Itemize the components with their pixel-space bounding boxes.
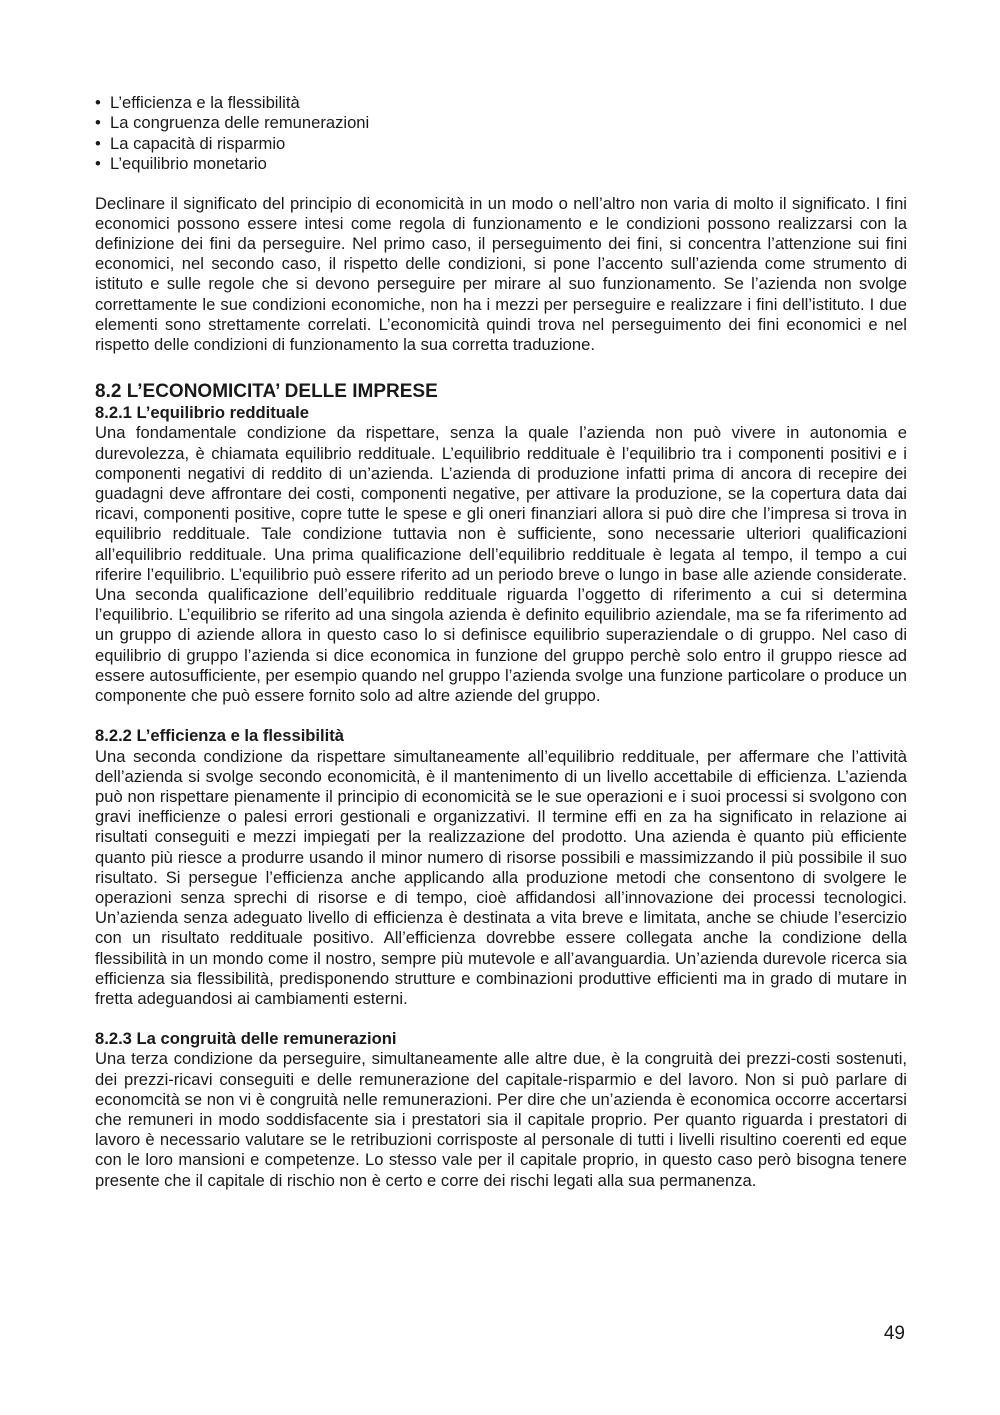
list-item xyxy=(95,134,907,154)
document-page xyxy=(95,93,907,1191)
subsection-paragraph-equilibrio-reddituale: Una fondamentale condizione da rispettare, senza la quale l’azienda non può vivere in autonomia e durevolezza, è chiamata equilibrio reddituale. L’equilibrio reddituale è l’equilibrio tra i componenti positivi e i componenti negativi di reddito di un’azienda. L’azienda di produzione infatti prima di ancora di recepire dei guadagni deve affrontare dei costi, componenti negative, per attivare la produzione, se la copertura data dai ricavi, componenti positive, copre tutte le spese e gli oneri finanziari allora si può dire che l’impresa si trova in equilibrio reddituale. Tale condizione tuttavia non è sufficiente, sono necessarie ulteriori qualificazioni all’equilibrio reddituale. Una prima qualificazione dell’equilibrio reddituale è legata al tempo, il tempo a cui riferire l’equilibrio. L’equilibrio può essere riferito ad un periodo breve o lungo in base alle aziende considerate. Una seconda qualificazione dell’equilibrio reddituale riguarda l’oggetto di riferimento a cui si determina l’equilibrio. L’equilibrio se riferito ad una singola azienda è definito equilibrio aziendale, ma se fa riferimento ad un gruppo di aziende allora in questo caso lo si definisce equilibrio superaziendale o di gruppo. Nel caso di equilibrio di gruppo l’azienda si dice economica in funzione del gruppo perchè solo entro il gruppo riesce ad essere autosufficiente, per esempio quando nel gruppo l’azienda svolge una funzione particolare o produce un componente che può essere fornito solo ad altre aziende del gruppo. xyxy=(95,423,907,706)
list-item-text: La capacità di risparmio xyxy=(110,133,286,153)
bullet-icon: • xyxy=(95,154,101,174)
list-item-text: L’equilibrio monetario xyxy=(110,154,267,174)
list-item xyxy=(95,93,907,113)
intro-paragraph: Declinare il significato del principio di economicità in un modo o nell’altro non varia di molto il significato. I fini economici possono essere intesi come regola di funzionamento e le condizioni possono realizzarsi con la definizione dei fini da perseguire. Nel primo caso, il perseguimento dei fini, si concentra l’attenzione sui fini economici, nel secondo caso, il rispetto delle condizioni, si pone l’accento sull’azienda come strumento di istituto e sulle regole che si devono perseguire per mirare al suo funzionamento. Se l’azienda non svolge correttamente le sue condizioni economiche, non ha i mezzi per perseguire e realizzare i fini dell’istituto. I due elementi sono strettamente correlati. L’economicità quindi trova nel perseguimento dei fini economici e nel rispetto delle condizioni di funzionamento la sua corretta traduzione. xyxy=(95,193,907,355)
subsection-paragraph-efficienza: Una seconda condizione da rispettare simultaneamente all’equilibrio reddituale, per affermare che l’attività dell’azienda si svolge secondo economicità, è il mantenimento di un livello accettabile di efficienza. L’azienda può non rispettare pienamente il principio di economicità se le sue operazioni e i suoi processi si svolgono con gravi inefficienze o palesi errori gestionali e organizzativi. Il termine effi en za ha significato in relazione ai risultati conseguiti e mezzi impiegati per la realizzazione del prodotto. Una azienda è quanto più efficiente quanto più riesce a produrre usando il minor numero di risorse possibili e massimizzando il più possibile il suo risultato. Si persegue l’efficienza anche applicando alla produzione metodi che consentono di svolgere le operazioni senza sprechi di risorse e di tempo, cioè affidandosi all’innovazione dei processi tecnologici. Un’azienda senza adeguato livello di efficienza è destinata a vita breve e limitata, anche se chiude l’esercizio con un risultato reddituale positivo. All’efficienza dovrebbe essere collegata anche la condizione della flessibilità in un mondo come il nostro, sempre più mutevole e all’avanguardia. Un’azienda durevole ricerca sia efficienza sia flessibilità, predisponendo strutture e combinazioni produttive efficienti ma in grado di mutare in fretta adeguandosi ai cambiamenti esterni. xyxy=(95,746,907,1008)
bullet-icon: • xyxy=(95,93,101,112)
bullet-icon: • xyxy=(95,113,101,133)
subsection-paragraph-congruita: Una terza condizione da perseguire, simultaneamente alle altre due, è la congruità dei prezzi-costi sostenuti, dei prezzi-ricavi conseguiti e delle remunerazione del capitale-risparmio e del lavoro. Non si può parlare di economcità se non vi è congruità nelle remunerazioni. Per dire che un’azienda è economica occorre accertarsi che remuneri in modo soddisfacente sia i prestatori sia il capitale proprio. Per quanto riguarda i prestatori di lavoro è necessario valutare se le retribuzioni corrisposte al personale di tutti i livelli risultino coerenti ed eque con le loro mansioni e competenze. Lo stesso vale per il capitale proprio, in questo caso però bisogna tenere presente che il capitale di rischio non è certo e corre dei rischi legati alla sua permanenza. xyxy=(95,1049,907,1190)
subsection-heading-efficienza: 8.2.2 L’efficienza e la flessibilità xyxy=(95,726,345,746)
subsection-heading-equilibrio-reddituale: 8.2.1 L’equilibrio reddituale xyxy=(95,403,309,423)
list-item xyxy=(95,113,907,133)
bullet-icon: • xyxy=(95,133,101,153)
page-number: 49 xyxy=(883,1323,905,1344)
list-item xyxy=(95,154,907,174)
section-heading: 8.2 L’ECONOMICITA’ DELLE IMPRESE xyxy=(95,381,438,403)
list-item-text: La congruenza delle remunerazioni xyxy=(110,113,370,133)
bullet-list xyxy=(95,93,907,175)
subsection-heading-congruita: 8.2.3 La congruità delle remunerazioni xyxy=(95,1029,397,1049)
list-item-text: L’efficienza e la flessibilità xyxy=(110,93,300,112)
